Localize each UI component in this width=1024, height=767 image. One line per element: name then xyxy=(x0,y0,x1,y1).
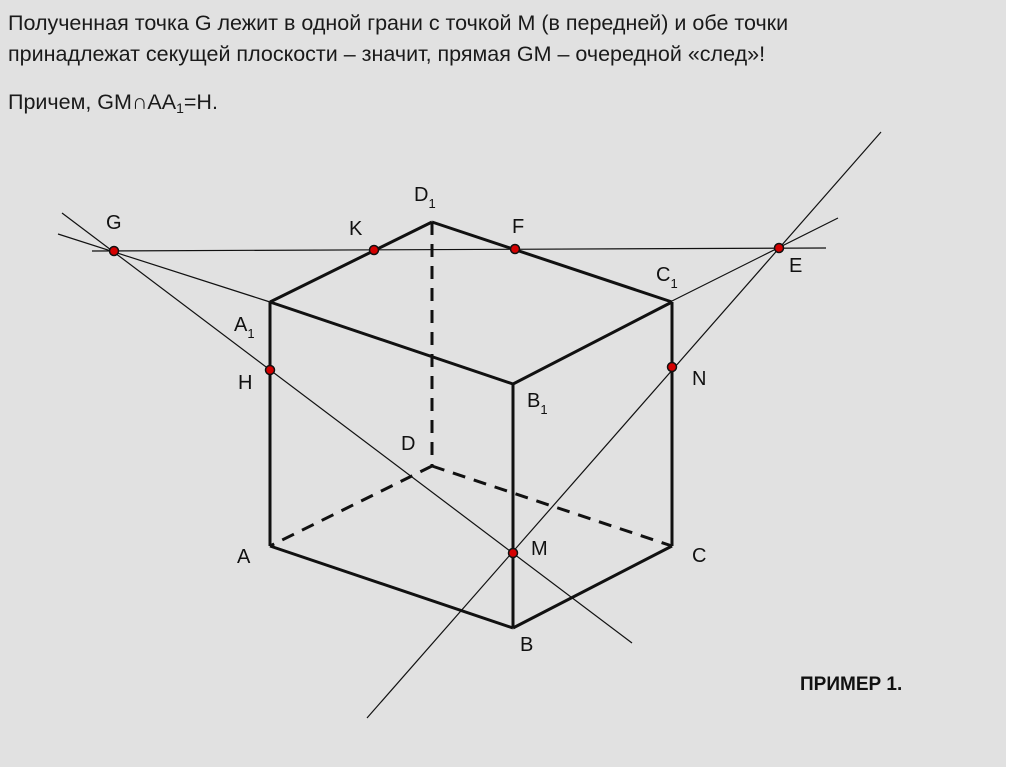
point-H xyxy=(266,366,275,375)
text-line-2: принадлежат секущей плоскости – значит, прямая GM – очередной «след»! xyxy=(8,42,766,66)
label-F: F xyxy=(512,216,525,238)
label-B: B xyxy=(520,634,534,656)
point-K xyxy=(370,246,379,255)
text-line-1: Полученная точка G лежит в одной грани с точкой M (в передней) и обе точки xyxy=(8,11,789,35)
text-line-3-prefix: Причем, GM∩AA xyxy=(8,90,177,114)
label-A1-sub: 1 xyxy=(247,326,255,341)
point-N xyxy=(668,363,677,372)
label-A1-letter: A xyxy=(234,314,248,336)
label-C1-sub: 1 xyxy=(670,276,678,291)
label-H: H xyxy=(238,372,253,394)
point-G xyxy=(110,247,119,256)
label-N: N xyxy=(692,368,707,390)
label-B1-sub: 1 xyxy=(540,402,548,417)
text-line-3-suffix: =H. xyxy=(183,90,218,114)
label-D1-sub: 1 xyxy=(428,196,436,211)
text-line-3-sub: 1 xyxy=(176,100,184,116)
label-E: E xyxy=(789,255,803,277)
label-D1-letter: D xyxy=(414,184,429,206)
section-points xyxy=(110,244,784,558)
edge-A-B xyxy=(270,546,513,628)
label-M: M xyxy=(531,538,548,560)
example-label: ПРИМЕР 1. xyxy=(800,674,903,695)
point-E xyxy=(775,244,784,253)
line-E-C1 xyxy=(670,218,838,302)
edge-D-C xyxy=(432,466,672,546)
label-G: G xyxy=(106,212,122,234)
right-border xyxy=(1006,0,1024,767)
label-B1 xyxy=(527,390,548,417)
line-E-M xyxy=(367,132,881,718)
label-K: K xyxy=(349,218,363,240)
line-G-A1 xyxy=(58,234,270,302)
trace-line-GM xyxy=(62,213,632,643)
construction-lines xyxy=(58,132,881,718)
visible-edges xyxy=(270,222,672,628)
label-D: D xyxy=(401,433,416,455)
label-A1 xyxy=(234,314,255,341)
trace-line-GE xyxy=(92,248,826,251)
label-B1-letter: B xyxy=(527,390,541,412)
label-A: A xyxy=(237,546,251,568)
edge-A-D xyxy=(270,466,432,546)
point-M xyxy=(509,549,518,558)
edge-D1-C1 xyxy=(432,222,672,302)
label-C1-letter: C xyxy=(656,264,671,286)
edge-A1-B1 xyxy=(270,302,513,384)
label-C: C xyxy=(692,545,707,567)
edge-B1-C1 xyxy=(513,302,672,384)
label-C1 xyxy=(656,264,678,291)
label-D1 xyxy=(414,184,436,211)
point-F xyxy=(511,245,520,254)
